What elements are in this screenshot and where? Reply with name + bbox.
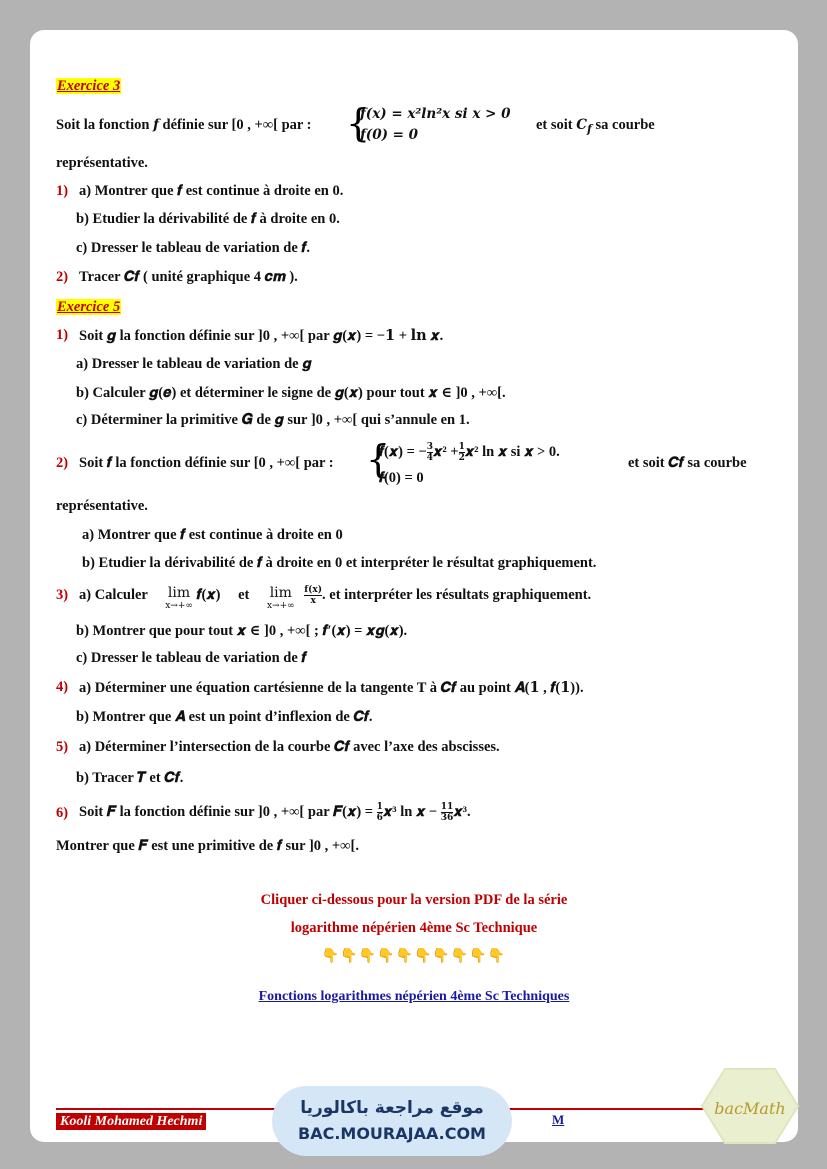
- ex5-p6-number: 6): [56, 805, 69, 821]
- ex5-p2-end: et soit 𝑪𝒇 sa courbe: [628, 455, 747, 471]
- site-badge-arabic: موقع مراجعة باكالوريا: [300, 1098, 484, 1118]
- ex3-q1a: a) Montrer que 𝒇 est continue à droite en 0.: [79, 183, 344, 199]
- ex5-p3b: b) Montrer que pour tout 𝒙 ∈ ]0 , +∞[ ; 𝒇′(𝒙) = 𝒙𝒈(𝒙).: [76, 623, 408, 639]
- ex3-q2: Tracer 𝑪𝒇 ( unité graphique 4 𝒄𝒎 ).: [79, 269, 298, 285]
- ex5-p6: Soit 𝑭 la fonction définie sur ]0 , +∞[ par 𝑭(𝒙) = $\frac{1}{6}$ 𝒙³ ln 𝒙 − $\frac{11}{36}$ 𝒙³.: [79, 802, 471, 823]
- site-badge-url: BAC.MOURAJAA.COM: [298, 1124, 486, 1143]
- ex3-q1c: c) Dresser le tableau de variation de 𝒇.: [76, 240, 310, 256]
- ex3-intro-line: Soit la fonction f définie sur [0 , +∞[ par :: [56, 117, 312, 133]
- ex5-p4a: a) Déterminer une équation cartésienne de la tangente T à 𝑪𝒇 au point 𝑨(𝟏 , 𝒇(𝟏)).: [79, 680, 584, 696]
- ex5-p4b: b) Montrer que 𝑨 est un point d’inflexion de 𝑪𝒇.: [76, 709, 373, 725]
- ex5-p1-number: 1): [56, 327, 69, 343]
- site-badge[interactable]: [272, 1086, 512, 1156]
- pdf-cta-line2: logarithme népérien 4ème Sc Technique: [290, 920, 538, 936]
- ex5-p5b: b) Tracer 𝑻 et 𝑪𝒇.: [76, 770, 184, 786]
- ex5-p5a: a) Déterminer l’intersection de la courbe 𝑪𝒇 avec l’axe des abscisses.: [79, 739, 500, 755]
- ex3-intro-end: et soit $C_f$ sa courbe: [536, 117, 655, 136]
- ex3-system-line1: f(x) = x²ln²x si x > 0: [360, 106, 511, 122]
- ex5-system-brace: {: [366, 437, 391, 481]
- exercise-3-title: Exercice 3: [57, 78, 121, 94]
- ex5-p2a: a) Montrer que 𝒇 est continue à droite en 0: [82, 527, 343, 543]
- ex3-intro-cont: représentative.: [56, 155, 148, 171]
- footer-right-tag: M: [552, 1112, 565, 1127]
- ex5-system-line2: 𝒇(0) = 0: [379, 470, 424, 486]
- ex5-p1b: b) Calculer 𝒈(𝒆) et déterminer le signe de 𝒈(𝒙) pour tout 𝒙 ∈ ]0 , +∞[.: [76, 385, 506, 401]
- ex5-p4-number: 4): [56, 679, 69, 695]
- ex5-system-line1: 𝒇(𝒙) = − $\frac{3}{4}$ 𝒙² + $\frac{1}{2}$ 𝒙² ln 𝒙 si 𝒙 > 0.: [379, 442, 560, 463]
- ex3-q1-number: 1): [56, 183, 69, 199]
- ex5-p3a: a) Calculer lim x→+∞ 𝒇(𝒙) et lim x→+∞ $\frac{f(x)}{x}$ . et interpréter les résultats graphiquement.: [79, 585, 592, 611]
- pdf-cta-line1: Cliquer ci-dessous pour la version PDF de la série: [260, 892, 568, 908]
- ex5-p2-cont: représentative.: [56, 498, 148, 514]
- pdf-download-link[interactable]: Fonctions logarithmes népérien 4ème Sc Techniques: [258, 989, 570, 1004]
- ex3-q1b: b) Etudier la dérivabilité de 𝒇 à droite en 0.: [76, 211, 340, 227]
- ex5-p3c: c) Dresser le tableau de variation de 𝒇: [76, 650, 307, 666]
- pointing-hands-icon: 👇👇👇👇👇👇👇👇👇👇: [321, 949, 507, 964]
- bacmath-logo-text: bacMath: [714, 1099, 786, 1118]
- ex5-p1c: c) Déterminer la primitive 𝑮 de 𝒈 sur ]0 , +∞[ qui s’annule en 1.: [76, 412, 470, 428]
- ex5-p2-intro: Soit 𝒇 la fonction définie sur [0 , +∞[ par :: [79, 455, 334, 471]
- exercise-5-title: Exercice 5: [57, 299, 121, 315]
- ex5-p6-end: Montrer que 𝑭 est une primitive de 𝒇 sur ]0 , +∞[.: [56, 838, 359, 854]
- ex5-p5-number: 5): [56, 739, 69, 755]
- footer-author: Kooli Mohamed Hechmi: [56, 1112, 206, 1130]
- ex3-q2-number: 2): [56, 269, 69, 285]
- ex5-p2-number: 2): [56, 455, 69, 471]
- ex5-p2b: b) Etudier la dérivabilité de 𝒇 à droite en 0 et interpréter le résultat graphiquement.: [82, 555, 597, 571]
- bacmath-logo: [700, 1067, 800, 1145]
- ex3-system-line2: f(0) = 0: [360, 127, 419, 143]
- ex5-p1a: a) Dresser le tableau de variation de 𝒈: [76, 356, 312, 372]
- ex5-p3-number: 3): [56, 587, 69, 603]
- document-page: [30, 30, 798, 1142]
- ex5-p1: Soit 𝒈 la fonction définie sur ]0 , +∞[ par 𝒈(𝒙) = −𝟏 + 𝐥𝐧 𝒙.: [79, 328, 444, 344]
- ex3-system-brace: {: [346, 101, 371, 145]
